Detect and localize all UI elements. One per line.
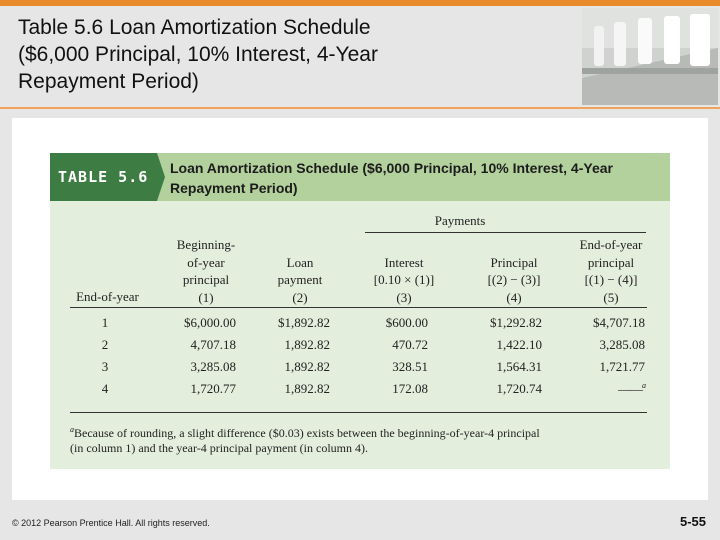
table-caption-line-2: Repayment Period) xyxy=(170,180,298,196)
payments-group-rule xyxy=(365,232,646,233)
cell-end-principal: 1,721.77 xyxy=(599,359,645,374)
table-caption-line-1: Loan Amortization Schedule ($6,000 Principal, 10% Interest, 4-Year xyxy=(170,160,613,176)
column-header-principal: Principal [(2) − (3)] (4) xyxy=(487,254,541,305)
cell-principal: 1,422.10 xyxy=(496,337,542,352)
footnote-superscript: a xyxy=(70,425,74,434)
cell-end-principal-dash xyxy=(565,378,645,396)
cell-beginning-principal: 1,720.77 xyxy=(190,381,236,396)
cell-year: 4 xyxy=(101,381,109,396)
slide-title-line-3: Repayment Period) xyxy=(18,70,199,93)
cell-principal: 1,564.31 xyxy=(496,359,542,374)
dash-value: —— xyxy=(618,381,642,397)
table-footnote xyxy=(70,422,630,456)
footnote-marker: a xyxy=(642,381,645,390)
footnote-text-1: Because of rounding, a slight difference ($0.03) exists between the beginning-of-year-4 principal xyxy=(74,426,540,440)
cell-beginning-principal: 4,707.18 xyxy=(190,337,236,352)
footnote-line-2: (in column 1) and the year-4 principal payment (in column 4). xyxy=(70,441,369,455)
title-divider xyxy=(0,107,720,109)
cell-year: 3 xyxy=(101,359,109,374)
cell-year: 1 xyxy=(101,315,109,330)
footnote-line-1 xyxy=(70,422,630,441)
cell-beginning-principal: $6,000.00 xyxy=(184,315,236,330)
column-header-end-of-year: End-of-year xyxy=(76,289,139,304)
footer-rule xyxy=(70,412,647,413)
cell-interest: $600.00 xyxy=(385,315,428,330)
boardroom-photo xyxy=(582,8,718,105)
slide-number: 5-55 xyxy=(679,514,706,529)
cell-loan-payment: 1,892.82 xyxy=(284,337,330,352)
cell-end-principal: $4,707.18 xyxy=(593,315,645,330)
cell-year: 2 xyxy=(101,337,109,352)
table-caption xyxy=(170,158,650,198)
slide-title-line-1: Table 5.6 Loan Amortization Schedule xyxy=(18,16,371,39)
cell-principal: $1,292.82 xyxy=(490,315,542,330)
cell-principal: 1,720.74 xyxy=(496,381,542,396)
cell-interest: 470.72 xyxy=(392,337,428,352)
column-header-loan-payment: Loan payment (2) xyxy=(277,254,323,305)
cell-end-principal: 3,285.08 xyxy=(599,337,645,352)
cell-interest: 328.51 xyxy=(392,359,428,374)
cell-beginning-principal: 3,285.08 xyxy=(190,359,236,374)
payments-group-label: Payments xyxy=(434,213,486,228)
boardroom-photo-image xyxy=(582,8,718,105)
tag-arrow xyxy=(157,153,165,201)
cell-loan-payment: 1,892.82 xyxy=(284,359,330,374)
column-header-interest: Interest [0.10 × (1)] (3) xyxy=(373,254,435,305)
cell-interest: 172.08 xyxy=(392,381,428,396)
copyright-notice: © 2012 Pearson Prentice Hall. All rights reserved. xyxy=(12,518,210,528)
column-header-end-principal: End-of-year principal [(1) − (4)] (5) xyxy=(579,237,643,305)
cell-loan-payment: $1,892.82 xyxy=(278,315,330,330)
slide-title xyxy=(18,14,578,95)
table-header-band xyxy=(50,153,670,201)
column-header-beginning-principal: Beginning- of-year principal (1) xyxy=(176,237,236,305)
header-rule xyxy=(70,307,647,308)
table-number-tag: TABLE 5.6 xyxy=(50,153,157,201)
top-accent-bar xyxy=(0,0,720,6)
slide-title-line-2: ($6,000 Principal, 10% Interest, 4-Year xyxy=(18,43,378,66)
cell-loan-payment: 1,892.82 xyxy=(284,381,330,396)
